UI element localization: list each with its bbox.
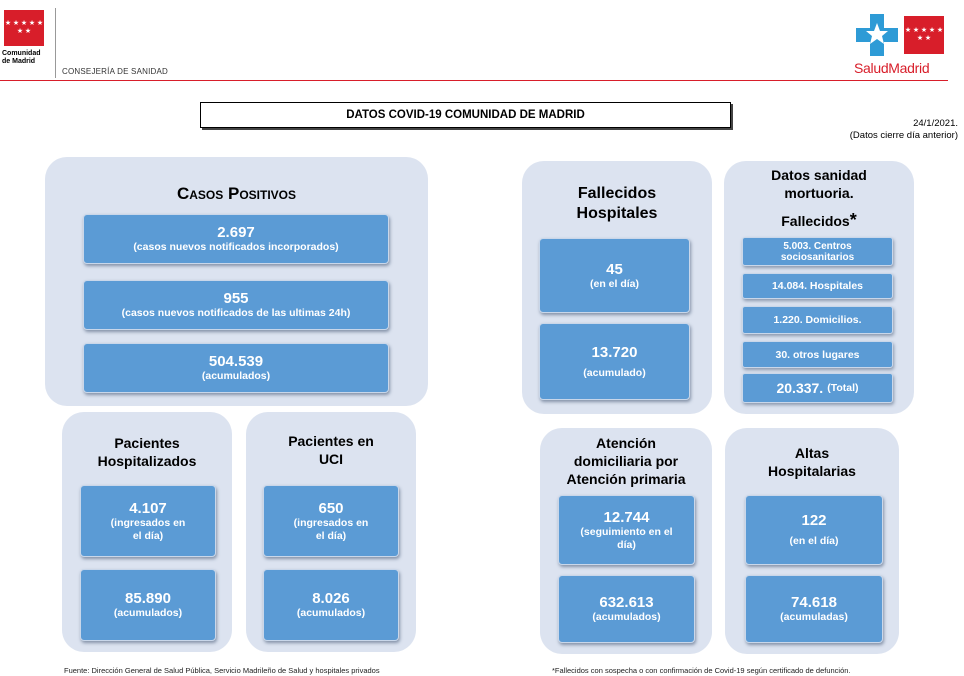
stat-label: (casos nuevos notificados de las ultimas 24h): [121, 307, 351, 319]
uci-title: Pacientes en UCI: [288, 433, 374, 467]
health-cross-icon: [856, 14, 898, 56]
hospitalizados-panel: [62, 412, 232, 652]
stat-card-day: [263, 485, 399, 557]
atencion-domiciliaria-title: Atención domiciliaria por Atención primaria: [566, 435, 686, 487]
stat-value: 632.613: [599, 594, 654, 611]
stat-value: 12.744: [603, 508, 650, 526]
fallecidos-hospitales-title: Fallecidos Hospitales: [576, 185, 658, 222]
stat-value: 74.618: [791, 594, 837, 611]
sanidad-mortuoria-title: Datos sanidad mortuoria.: [771, 167, 867, 201]
casos-positivos-panel: [45, 157, 428, 406]
stat-card: [83, 214, 389, 264]
stat-value: 955: [223, 290, 249, 307]
stat-label: (acumulados): [592, 611, 661, 623]
department-name: CONSEJERÍA DE SANIDAD: [62, 67, 169, 76]
stat-value: 45: [606, 260, 623, 278]
stat-card: [83, 343, 389, 393]
stat-card: [83, 280, 389, 330]
stat-value: 4.107: [129, 499, 167, 517]
mortuoria-item: 14.084. Hospitales: [742, 273, 893, 299]
uci-panel: [246, 412, 416, 652]
stat-label: (ingresados en: [293, 516, 369, 529]
stat-value: 2.697: [217, 224, 255, 241]
stat-card-day: [745, 495, 883, 565]
asterisk-icon: *: [849, 210, 857, 230]
stat-label: (acumulado): [583, 366, 646, 379]
mortuoria-item: 1.220. Domicilios.: [742, 306, 893, 334]
stat-card-accumulated: [263, 569, 399, 641]
stat-label: (en el día): [589, 277, 639, 290]
altas-panel: [725, 428, 899, 654]
fallecidos-hospitales-panel: [522, 161, 712, 414]
stat-label: día): [617, 538, 636, 551]
stat-card-day: [80, 485, 216, 557]
saludmadrid-logo: [852, 10, 948, 80]
stat-label: (casos nuevos notificados incorporados): [133, 241, 339, 253]
page-title: DATOS COVID-19 COMUNIDAD DE MADRID: [200, 102, 731, 128]
stat-value: 85.890: [125, 590, 171, 607]
stat-card-accumulated: [539, 323, 690, 400]
stat-card-day: [539, 238, 690, 313]
madrid-flag-icon: ★ ★ ★ ★ ★ ★ ★: [904, 16, 944, 54]
casos-positivos-title: Casos Positivos: [176, 184, 297, 203]
stat-card-accumulated: [558, 575, 695, 643]
stat-value: 650: [318, 499, 344, 517]
report-date-note: (Datos cierre día anterior): [849, 130, 958, 141]
stat-value: 122: [801, 512, 827, 529]
report-date: 24/1/2021.: [913, 118, 958, 129]
stat-label: el día): [132, 529, 164, 542]
sanidad-mortuoria-panel: [724, 161, 914, 414]
source-note: Fuente: Dirección General de Salud Pública, Servicio Madrileño de Salud y hospitales privados: [64, 666, 380, 675]
org-name: Comunidad de Madrid: [2, 50, 41, 65]
stat-card-accumulated: [745, 575, 883, 643]
stat-card-accumulated: [80, 569, 216, 641]
stat-label: (acumulados): [201, 370, 271, 382]
footnote: *Fallecidos con sospecha o con confirmación de Covid-19 según certificado de defunción.: [552, 666, 851, 675]
mortuoria-item: 30. otros lugares: [742, 341, 893, 368]
altas-title: Altas Hospitalarias: [768, 445, 856, 479]
stat-value: 504.539: [208, 353, 264, 370]
stat-card-day: [558, 495, 695, 565]
stat-label: el día): [315, 529, 347, 542]
sanidad-mortuoria-subtitle: Fallecidos*: [781, 210, 857, 230]
header-divider: [55, 8, 56, 78]
header-rule: [0, 80, 948, 81]
madrid-flag-icon: ★ ★ ★ ★ ★ ★ ★: [4, 10, 44, 46]
stat-label: (acumulados): [296, 607, 366, 619]
stat-label: (ingresados en: [110, 516, 186, 529]
comunidad-madrid-logo: [0, 8, 50, 80]
stat-label: (en el día): [789, 535, 839, 547]
mortuoria-total: 20.337. (Total): [742, 373, 893, 403]
stat-label: (acumulados): [113, 607, 183, 619]
stat-label: (seguimiento en el: [580, 525, 673, 538]
brand-name: SaludMadrid: [854, 60, 930, 76]
stat-value: 8.026: [312, 590, 350, 607]
hospitalizados-title: Pacientes Hospitalizados: [97, 435, 197, 469]
atencion-domiciliaria-panel: [540, 428, 712, 654]
stat-label: (acumuladas): [780, 611, 848, 623]
mortuoria-item: 5.003. Centros sociosanitarios: [742, 237, 893, 266]
stat-value: 13.720: [591, 343, 638, 361]
